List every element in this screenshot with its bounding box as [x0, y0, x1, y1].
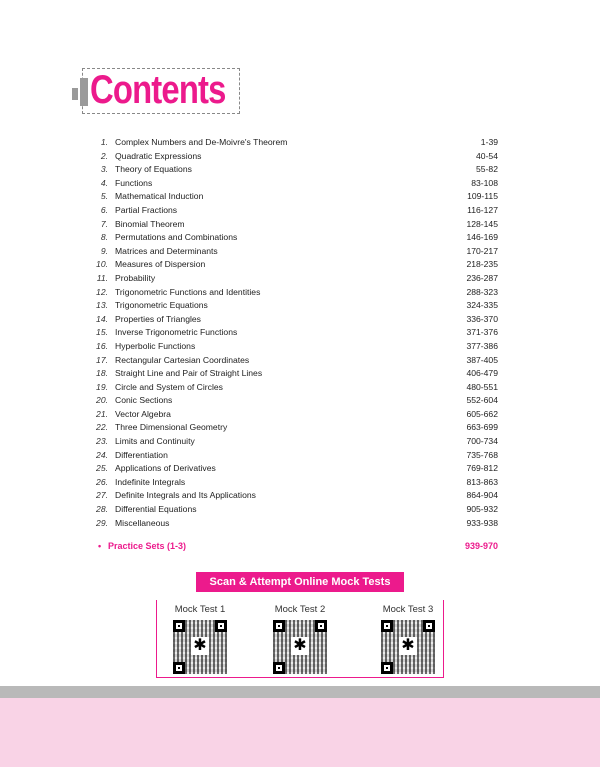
chapter-title: Rectangular Cartesian Coordinates: [115, 354, 250, 365]
toc-row[interactable]: [88, 204, 498, 218]
mock-test-2[interactable]: [260, 604, 340, 674]
chapter-pages: 236-287: [466, 272, 498, 283]
toc-row[interactable]: [88, 272, 498, 286]
chapter-pages: 218-235: [466, 259, 498, 270]
chapter-pages: 116-127: [467, 204, 498, 215]
bullet-icon: •: [98, 541, 102, 551]
toc-row[interactable]: [88, 476, 498, 490]
chapter-pages: 83-108: [471, 177, 498, 188]
chapter-pages: 552-604: [466, 395, 498, 406]
chapter-number: 11.: [96, 272, 108, 283]
chapter-title: Binomial Theorem: [115, 218, 185, 229]
chapter-title: Hyperbolic Functions: [115, 340, 196, 351]
toc-row[interactable]: [88, 408, 498, 422]
toc-row[interactable]: [88, 421, 498, 435]
chapter-pages: 605-662: [466, 408, 498, 419]
chapter-number: 19.: [96, 381, 108, 392]
chapter-pages: 769-812: [466, 463, 498, 474]
chapter-number: 20.: [96, 395, 108, 406]
chapter-title: Differential Equations: [115, 504, 197, 515]
chapter-number: 5.: [100, 191, 108, 202]
chapter-pages: 109-115: [467, 191, 498, 202]
chapter-title: Probability: [115, 272, 156, 283]
chapter-title: Complex Numbers and De-Moivre's Theorem: [115, 137, 288, 147]
toc-row[interactable]: [88, 394, 498, 408]
logo-icon: ✱: [191, 637, 209, 655]
toc-row[interactable]: [88, 517, 498, 531]
practice-sets-pages: 939-970: [464, 541, 498, 551]
chapter-title: Mathematical Induction: [115, 191, 204, 202]
chapter-title: Vector Algebra: [115, 408, 171, 419]
chapter-number: 24.: [96, 449, 108, 460]
chapter-number: 15.: [96, 327, 108, 338]
toc-row[interactable]: [88, 449, 498, 463]
toc-row[interactable]: [88, 340, 498, 354]
chapter-pages: 735-768: [466, 449, 498, 460]
chapter-number: 25.: [96, 463, 108, 474]
chapter-number: 21.: [96, 408, 108, 419]
chapter-number: 4.: [100, 177, 108, 188]
scan-banner: Scan & Attempt Online Mock Tests: [196, 572, 404, 592]
chapter-pages: 933-938: [466, 517, 498, 528]
chapter-pages: 905-932: [466, 504, 498, 515]
chapter-title: Theory of Equations: [115, 164, 192, 175]
chapter-title: Properties of Triangles: [115, 313, 201, 324]
chapter-title: Permutations and Combinations: [115, 232, 238, 243]
chapter-number: 28.: [96, 504, 108, 515]
qr-code-icon[interactable]: [273, 620, 327, 674]
chapter-title: Trigonometric Equations: [115, 300, 208, 311]
chapter-number: 23.: [96, 436, 108, 447]
chapter-title: Three Dimensional Geometry: [115, 422, 228, 433]
mock-test-label: Mock Test 1: [174, 604, 226, 615]
toc-row[interactable]: [88, 177, 498, 191]
toc-row[interactable]: [88, 381, 498, 395]
chapter-number: 14.: [96, 313, 108, 324]
chapter-number: 22.: [96, 422, 108, 433]
chapter-title: Circle and System of Circles: [115, 381, 223, 392]
chapter-pages: 55-82: [476, 164, 498, 175]
logo-icon: ✱: [291, 637, 309, 655]
chapter-title: Differentiation: [115, 449, 168, 460]
chapter-number: 16.: [96, 340, 108, 351]
toc-row[interactable]: [88, 367, 498, 381]
heading-decor-bar: [72, 88, 78, 100]
chapter-title: Inverse Trigonometric Functions: [115, 327, 238, 338]
chapter-number: 13.: [96, 300, 108, 311]
chapter-pages: 377-386: [466, 340, 498, 351]
chapter-number: 7.: [100, 218, 108, 229]
chapter-number: 18.: [96, 368, 108, 379]
chapter-pages: 1-39: [480, 137, 498, 147]
qr-code-icon[interactable]: [381, 620, 435, 674]
chapter-pages: 146-169: [466, 232, 498, 243]
chapter-pages: 387-405: [466, 354, 498, 365]
chapter-pages: 406-479: [466, 368, 498, 379]
toc-row[interactable]: [88, 190, 498, 204]
logo-icon: ✱: [399, 637, 417, 655]
chapter-title: Limits and Continuity: [115, 436, 195, 447]
chapter-number: 26.: [96, 476, 108, 487]
chapter-number: 27.: [96, 490, 108, 501]
chapter-number: 10.: [96, 259, 108, 270]
mock-test-1[interactable]: [160, 604, 240, 674]
mock-test-3[interactable]: [368, 604, 448, 674]
chapter-pages: 336-370: [466, 313, 498, 324]
toc-row[interactable]: [88, 326, 498, 340]
toc-row[interactable]: [88, 489, 498, 503]
chapter-pages: 371-376: [466, 327, 498, 338]
toc-row[interactable]: [88, 313, 498, 327]
chapter-number: 17.: [96, 354, 108, 365]
practice-sets-title: Practice Sets (1-3): [108, 541, 187, 551]
toc-list: [88, 136, 498, 530]
page-title: Contents: [90, 68, 226, 112]
chapter-number: 12.: [96, 286, 108, 297]
chapter-title: Indefinite Integrals: [115, 476, 186, 487]
chapter-pages: 663-699: [466, 422, 498, 433]
toc-row[interactable]: [88, 299, 498, 313]
chapter-pages: 170-217: [466, 245, 498, 256]
chapter-title: Conic Sections: [115, 395, 173, 406]
toc-row[interactable]: [88, 435, 498, 449]
toc-row[interactable]: [88, 163, 498, 177]
chapter-number: 2.: [100, 150, 108, 161]
toc-row[interactable]: [88, 150, 498, 164]
chapter-pages: 40-54: [476, 150, 498, 161]
mock-test-label: Mock Test 2: [274, 604, 326, 615]
chapter-pages: 480-551: [466, 381, 498, 392]
toc-row[interactable]: [88, 258, 498, 272]
chapter-title: Definite Integrals and Its Applications: [115, 490, 256, 501]
practice-sets-row[interactable]: [98, 540, 498, 552]
chapter-number: 29.: [96, 517, 108, 528]
chapter-pages: 864-904: [466, 490, 498, 501]
chapter-title: Quadratic Expressions: [115, 150, 202, 161]
chapter-number: 8.: [100, 232, 108, 243]
qr-code-icon[interactable]: [173, 620, 227, 674]
toc-row[interactable]: [88, 462, 498, 476]
toc-row[interactable]: [88, 503, 498, 517]
chapter-number: 1.: [100, 137, 108, 147]
chapter-title: Functions: [115, 177, 153, 188]
chapter-pages: 813-863: [466, 476, 498, 487]
footer-grey-band: [0, 686, 600, 698]
chapter-pages: 288-323: [466, 286, 498, 297]
chapter-pages: 700-734: [466, 436, 498, 447]
chapter-title: Measures of Dispersion: [115, 259, 206, 270]
chapter-number: 3.: [100, 164, 108, 175]
chapter-number: 9.: [100, 245, 108, 256]
toc-row[interactable]: [88, 245, 498, 259]
chapter-title: Straight Line and Pair of Straight Lines: [115, 368, 263, 379]
toc-row[interactable]: [88, 218, 498, 232]
chapter-pages: 128-145: [466, 218, 498, 229]
chapter-title: Miscellaneous: [115, 517, 170, 528]
chapter-title: Trigonometric Functions and Identities: [115, 286, 261, 297]
toc-row[interactable]: [88, 231, 498, 245]
toc-row[interactable]: [88, 286, 498, 300]
chapter-pages: 324-335: [466, 300, 498, 311]
footer-pink-area: [0, 698, 600, 767]
chapter-number: 6.: [100, 204, 108, 215]
toc-row[interactable]: [88, 136, 498, 150]
toc-row[interactable]: [88, 354, 498, 368]
chapter-title: Applications of Derivatives: [115, 463, 216, 474]
heading-decor-bar: [80, 78, 88, 106]
mock-test-label: Mock Test 3: [382, 604, 434, 615]
chapter-title: Matrices and Determinants: [115, 245, 218, 256]
chapter-title: Partial Fractions: [115, 204, 178, 215]
